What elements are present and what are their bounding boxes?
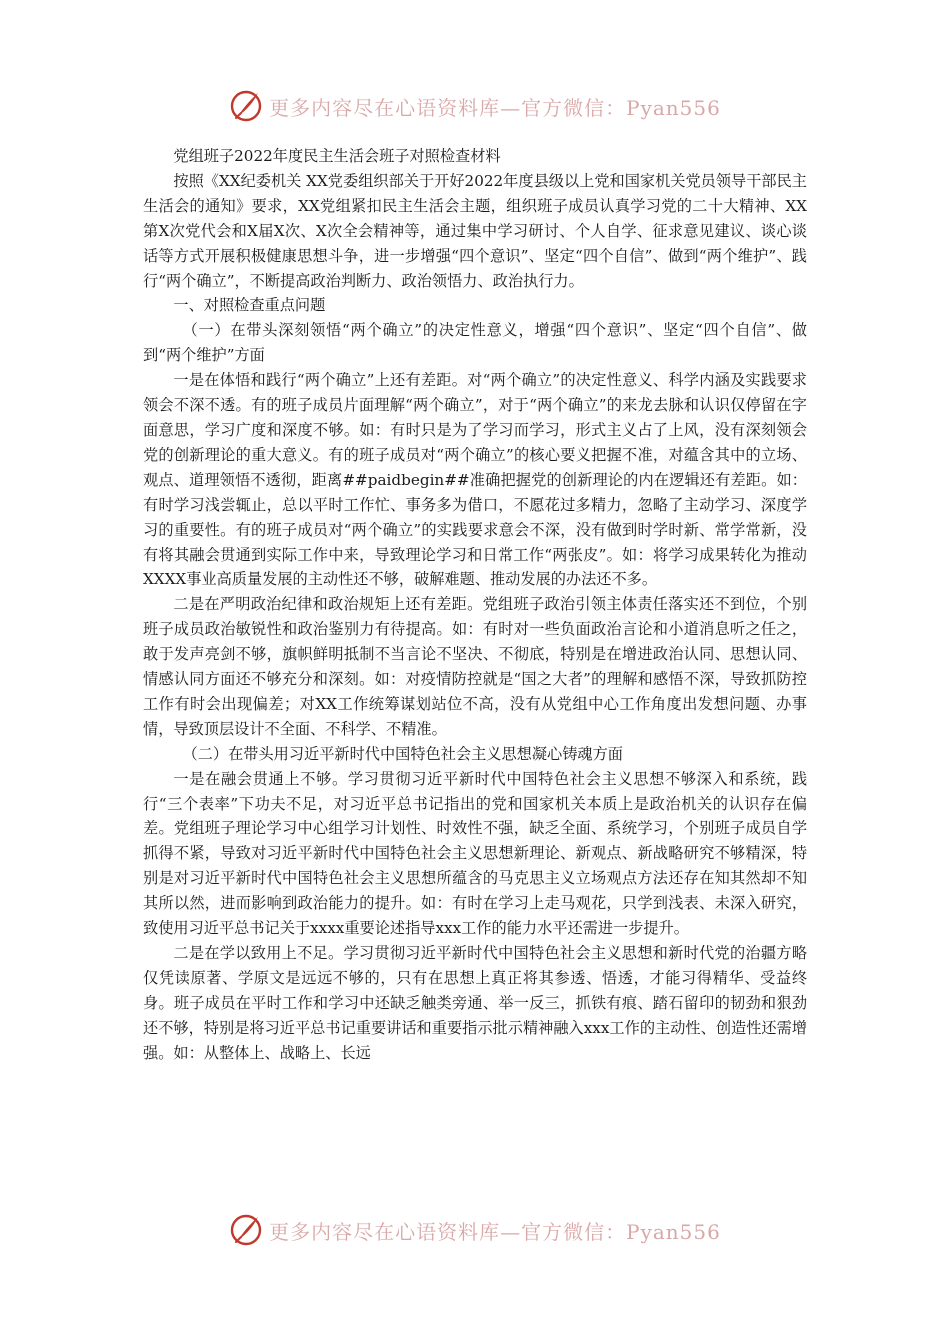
document-body xyxy=(143,144,807,1066)
body-paragraph: 二是在严明政治纪律和政治规矩上还有差距。党组班子政治引领主体责任落实还不到位，个别班子成员政治敏锐性和政治鉴别力有待提高。如：有时对一些负面政治言论和小道消息听之任之，敢于发声亮剑不够，旗帜鲜明抵制不当言论不坚决、不彻底，特别是在增进政治认同、思想认同、情感认同方面还不够充分和深刻。如：对疫情防控就是“国之大者”的理解和感悟不深，导致抓防控工作有时会出现偏差；对XX工作统筹谋划站位不高，没有从党组中心工作角度出发想问题、办事情，导致顶层设计不全面、不科学、不精准。 xyxy=(143,595,807,738)
footer-watermark-banner xyxy=(0,1208,950,1252)
intro-paragraph: 按照《XX纪委机关 XX党委组织部关于开好2022年度县级以上党和国家机关党员领导干部民主生活会的通知》要求，XX党组紧扣民主生活会主题，组织班子成员认真学习党的二十大精神、XX第X次党代会和X届X次、X次全会精神等，通过集中学习研讨、个人自学、征求意见建议、谈心谈话等方式开展积极健康思想斗争，进一步增强“四个意识”、坚定“四个自信”、做到“两个维护”、践行“两个确立”，不断提高政治判断力、政治领悟力、政治执行力。 xyxy=(143,171,807,290)
subsection-heading: （一）在带头深刻领悟“两个确立”的决定性意义，增强“四个意识”、坚定“四个自信”、做到“两个维护”方面 xyxy=(143,321,807,365)
header-watermark-banner xyxy=(0,84,950,128)
section-heading: 一、对照检查重点问题 xyxy=(173,296,326,315)
quill-logo-icon xyxy=(229,89,263,123)
banner-text: 更多内容尽在心语资料库—官方微信：Pyan556 xyxy=(269,95,721,120)
body-paragraph: 一是在融会贯通上不够。学习贯彻习近平新时代中国特色社会主义思想不够深入和系统，践行“三个表率”下功夫不足，对习近平总书记指出的党和国家机关本质上是政治机关的认识存在偏差。党组班子理论学习中心组学习计划性、时效性不强，缺乏全面、系统学习，个别班子成员自学抓得不紧，导致对习近平新时代中国特色社会主义思想新理论、新观点、新战略研究不够精深，特别是对习近平新时代中国特色社会主义思想所蕴含的马克思主义立场观点方法还存在知其然却不知其所以然，进而影响到政治能力的提升。如：有时在学习上走马观花，只学到浅表、未深入研究，致使用习近平总书记关于xxxx重要论述指导xxx工作的能力水平还需进一步提升。 xyxy=(143,769,807,938)
banner-text: 更多内容尽在心语资料库—官方微信：Pyan556 xyxy=(269,1219,721,1244)
body-paragraph: 一是在体悟和践行“两个确立”上还有差距。对“两个确立”的决定性意义、科学内涵及实践要求领会不深不透。有的班子成员片面理解“两个确立”，对于“两个确立”的来龙去脉和认识仅停留在字面意思，学习广度和深度不够。如：有时只是为了学习而学习，形式主义占了上风，没有深刻领会党的创新理论的重大意义。有的班子成员对“两个确立”的核心要义把握不准，对蕴含其中的立场、观点、道理领悟不透彻，距离##paidbegin##准确把握党的创新理论的内在逻辑还有差距。如：有时学习浅尝辄止，总以平时工作忙、事务多为借口，不愿花过多精力，忽略了主动学习、深度学习的重要性。有的班子成员对“两个确立”的实践要求意会不深，没有做到时学时新、常学常新，没有将其融会贯通到实际工作中来，导致理论学习和日常工作“两张皮”。如：将学习成果转化为推动XXXX事业高质量发展的主动性还不够，破解难题、推动发展的办法还不多。 xyxy=(143,371,807,589)
body-paragraph: 二是在学以致用上不足。学习贯彻习近平新时代中国特色社会主义思想和新时代党的治疆方略仅凭读原著、学原文是远远不够的，只有在思想上真正将其参透、悟透，才能习得精华、受益终身。班子成员在平时工作和学习中还缺乏触类旁通、举一反三，抓铁有痕、踏石留印的韧劲和狠劲还不够，特别是将习近平总书记重要讲话和重要指示批示精神融入xxx工作的主动性、创造性还需增强。如：从整体上、战略上、长远 xyxy=(143,944,807,1062)
quill-logo-icon xyxy=(229,1213,263,1247)
subsection-heading: （二）在带头用习近平新时代中国特色社会主义思想凝心铸魂方面 xyxy=(182,744,623,763)
document-title: 党组班子2022年度民主生活会班子对照检查材料 xyxy=(173,147,501,165)
